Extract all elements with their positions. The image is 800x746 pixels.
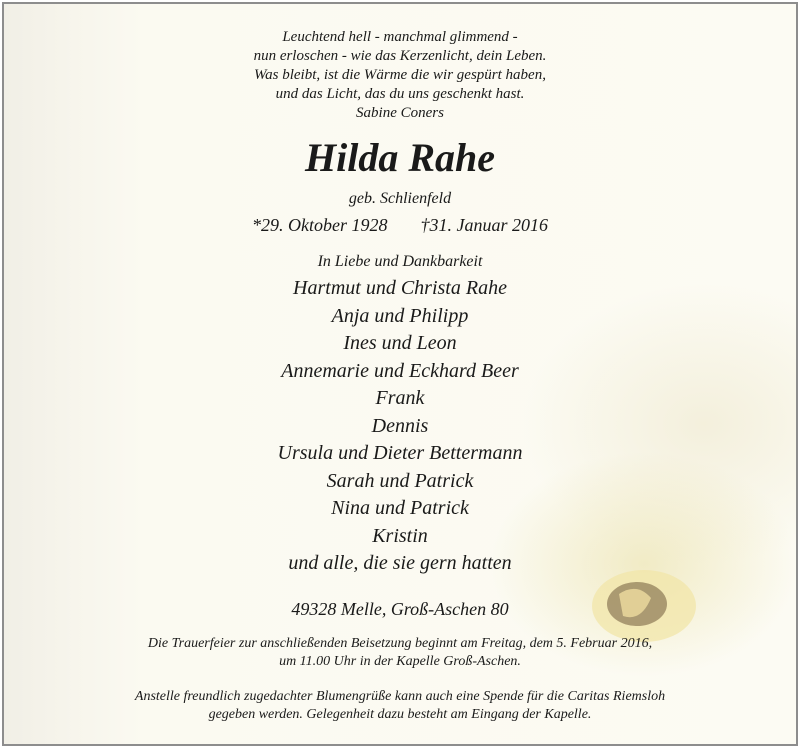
funeral-notice-line: um 11.00 Uhr in der Kapelle Groß-Aschen. [279,654,521,669]
poem-line: Leuchtend hell - manchmal glimmend - [282,29,518,45]
mourner-name: Anja und Philipp [331,305,469,327]
donation-notice-line: gegeben werden. Gelegenheit dazu besteht am Eingang der Kapelle. [208,707,592,722]
birth-date: *29. Oktober 1928 [252,215,388,235]
mourner-name: Frank [375,387,425,409]
donation-notice-line: Anstelle freundlich zugedachter Blumengrüße kann auch eine Spende für die Caritas Riemsloh [134,689,666,704]
mourner-name: Annemarie und Eckhard Beer [281,360,519,382]
mourner-name: Ines und Leon [343,332,457,354]
poem-line: Was bleibt, ist die Wärme die wir gespürt haben, [254,67,546,83]
mourner-name: Ursula und Dieter Bettermann [277,442,523,464]
mourner-name: Dennis [371,415,429,437]
deceased-name: Hilda Rahe [304,135,496,180]
mourner-name: und alle, die sie gern hatten [288,552,512,574]
mourners-intro: In Liebe und Dankbarkeit [317,253,483,270]
address: 49328 Melle, Groß-Aschen 80 [291,599,509,619]
mourner-name: Hartmut und Christa Rahe [293,277,507,299]
life-dates [4,215,796,236]
poem-line: und das Licht, das du uns geschenkt hast. [275,86,525,102]
mourner-name: Sarah und Patrick [326,470,474,492]
mourner-name: Kristin [372,525,428,547]
birth-name: geb. Schlienfeld [348,190,452,207]
death-date: †31. Januar 2016 [420,215,548,235]
poem-line: nun erloschen - wie das Kerzenlicht, dein Leben. [253,48,547,64]
mourner-name: Nina und Patrick [331,497,469,519]
poem-author: Sabine Coners [356,105,444,121]
obituary-frame [2,2,798,746]
funeral-notice-line: Die Trauerfeier zur anschließenden Beisetzung beginnt am Freitag, dem 5. Februar 2016, [147,636,653,651]
